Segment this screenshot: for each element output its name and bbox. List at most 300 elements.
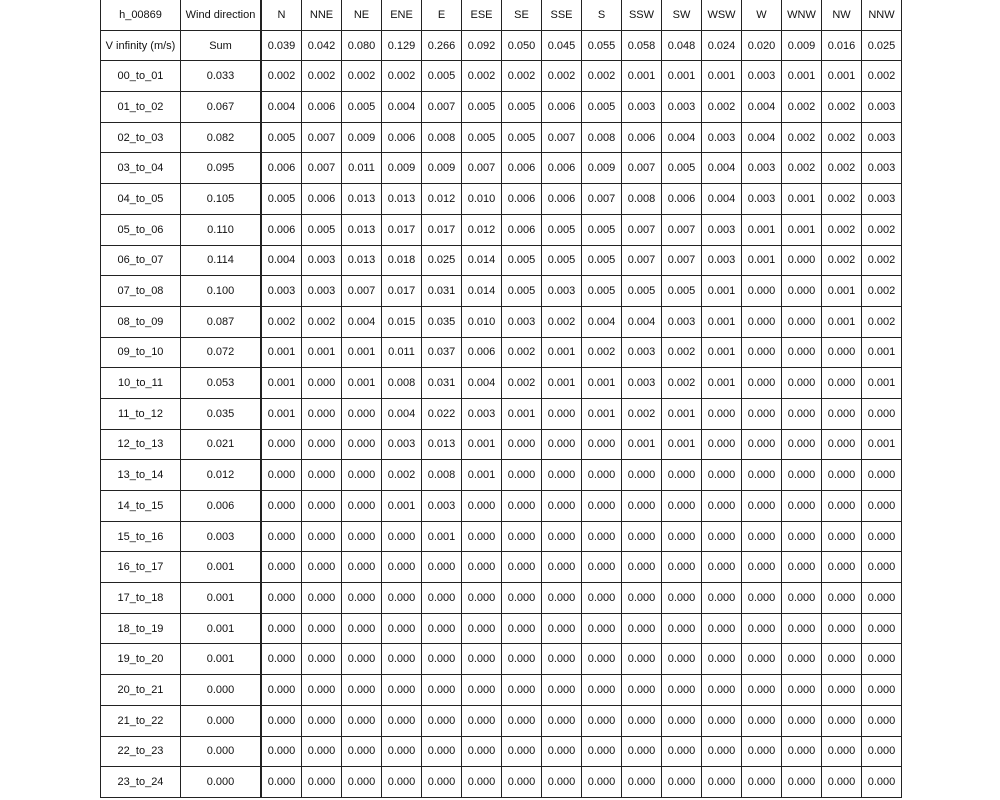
value-cell: 0.000 bbox=[662, 736, 702, 767]
speed-bin-label-cell: 21_to_22 bbox=[101, 705, 181, 736]
value-cell: 0.005 bbox=[622, 276, 662, 307]
value-cell: 0.009 bbox=[342, 122, 382, 153]
value-cell: 0.000 bbox=[261, 675, 302, 706]
direction-header-cell: E bbox=[422, 0, 462, 30]
value-cell: 0.000 bbox=[261, 736, 302, 767]
value-cell: 0.000 bbox=[582, 736, 622, 767]
value-cell: 0.007 bbox=[582, 184, 622, 215]
value-cell: 0.039 bbox=[261, 30, 302, 61]
table-row bbox=[101, 521, 902, 552]
value-cell: 0.000 bbox=[822, 613, 862, 644]
value-cell: 0.055 bbox=[582, 30, 622, 61]
value-cell: 0.000 bbox=[542, 398, 582, 429]
direction-header-cell: W bbox=[742, 0, 782, 30]
value-cell: 0.000 bbox=[862, 675, 902, 706]
value-cell: 0.022 bbox=[422, 398, 462, 429]
value-cell: 0.000 bbox=[422, 583, 462, 614]
value-cell: 0.001 bbox=[382, 491, 422, 522]
value-cell: 0.000 bbox=[822, 398, 862, 429]
value-cell: 0.000 bbox=[542, 613, 582, 644]
value-cell: 0.003 bbox=[542, 276, 582, 307]
value-cell: 0.000 bbox=[181, 767, 262, 798]
table-body bbox=[101, 0, 902, 797]
value-cell: 0.003 bbox=[302, 245, 342, 276]
value-cell: 0.266 bbox=[422, 30, 462, 61]
value-cell: 0.006 bbox=[302, 92, 342, 123]
value-cell: 0.072 bbox=[181, 337, 262, 368]
value-cell: 0.003 bbox=[261, 276, 302, 307]
table-row bbox=[101, 460, 902, 491]
value-cell: 0.000 bbox=[782, 276, 822, 307]
value-cell: 0.000 bbox=[662, 644, 702, 675]
value-cell: 0.001 bbox=[342, 337, 382, 368]
value-cell: 0.050 bbox=[502, 30, 542, 61]
table-row bbox=[101, 153, 902, 184]
value-cell: 0.001 bbox=[862, 429, 902, 460]
value-cell: 0.003 bbox=[662, 92, 702, 123]
value-cell: 0.002 bbox=[822, 245, 862, 276]
value-cell: 0.005 bbox=[582, 214, 622, 245]
value-cell: 0.000 bbox=[342, 583, 382, 614]
value-cell: 0.000 bbox=[302, 429, 342, 460]
table-row bbox=[101, 306, 902, 337]
value-cell: 0.000 bbox=[542, 644, 582, 675]
value-cell: 0.008 bbox=[422, 460, 462, 491]
value-cell: 0.002 bbox=[822, 92, 862, 123]
value-cell: 0.000 bbox=[742, 705, 782, 736]
value-cell: 0.000 bbox=[782, 460, 822, 491]
value-cell: 0.000 bbox=[462, 613, 502, 644]
table-row bbox=[101, 644, 902, 675]
value-cell: 0.005 bbox=[502, 92, 542, 123]
value-cell: 0.007 bbox=[542, 122, 582, 153]
value-cell: 0.000 bbox=[582, 644, 622, 675]
wind-direction-header-cell: Wind direction bbox=[181, 0, 262, 30]
speed-bin-label-cell: 20_to_21 bbox=[101, 675, 181, 706]
value-cell: 0.006 bbox=[542, 92, 582, 123]
table-row bbox=[101, 675, 902, 706]
speed-bin-label-cell: 17_to_18 bbox=[101, 583, 181, 614]
value-cell: 0.007 bbox=[462, 153, 502, 184]
direction-header-cell: SSE bbox=[542, 0, 582, 30]
value-cell: 0.000 bbox=[422, 644, 462, 675]
value-cell: 0.000 bbox=[702, 429, 742, 460]
value-cell: 0.000 bbox=[302, 583, 342, 614]
value-cell: 0.001 bbox=[261, 337, 302, 368]
value-cell: 0.000 bbox=[582, 521, 622, 552]
value-cell: 0.092 bbox=[462, 30, 502, 61]
value-cell: 0.087 bbox=[181, 306, 262, 337]
direction-header-cell: NNE bbox=[302, 0, 342, 30]
value-cell: 0.025 bbox=[422, 245, 462, 276]
value-cell: 0.003 bbox=[622, 368, 662, 399]
value-cell: 0.000 bbox=[261, 583, 302, 614]
value-cell: 0.000 bbox=[742, 675, 782, 706]
value-cell: 0.000 bbox=[422, 736, 462, 767]
value-cell: 0.000 bbox=[342, 491, 382, 522]
value-cell: 0.012 bbox=[462, 214, 502, 245]
value-cell: 0.001 bbox=[702, 276, 742, 307]
value-cell: 0.002 bbox=[782, 92, 822, 123]
value-cell: 0.000 bbox=[862, 552, 902, 583]
value-cell: 0.002 bbox=[822, 122, 862, 153]
value-cell: 0.000 bbox=[702, 398, 742, 429]
value-cell: 0.000 bbox=[662, 613, 702, 644]
speed-axis-label-cell: V infinity (m/s) bbox=[101, 30, 181, 61]
value-cell: 0.003 bbox=[742, 153, 782, 184]
value-cell: 0.000 bbox=[822, 429, 862, 460]
value-cell: 0.002 bbox=[702, 92, 742, 123]
value-cell: 0.004 bbox=[702, 184, 742, 215]
value-cell: 0.031 bbox=[422, 276, 462, 307]
value-cell: 0.003 bbox=[862, 92, 902, 123]
value-cell: 0.001 bbox=[622, 61, 662, 92]
value-cell: 0.000 bbox=[582, 460, 622, 491]
value-cell: 0.000 bbox=[742, 767, 782, 798]
value-cell: 0.000 bbox=[862, 491, 902, 522]
value-cell: 0.004 bbox=[342, 306, 382, 337]
value-cell: 0.004 bbox=[382, 92, 422, 123]
table-row bbox=[101, 337, 902, 368]
value-cell: 0.000 bbox=[502, 583, 542, 614]
value-cell: 0.007 bbox=[622, 245, 662, 276]
value-cell: 0.000 bbox=[662, 521, 702, 552]
table-row bbox=[101, 736, 902, 767]
value-cell: 0.000 bbox=[622, 460, 662, 491]
value-cell: 0.000 bbox=[342, 521, 382, 552]
value-cell: 0.002 bbox=[382, 460, 422, 491]
value-cell: 0.000 bbox=[862, 398, 902, 429]
value-cell: 0.000 bbox=[782, 644, 822, 675]
table-row bbox=[101, 613, 902, 644]
speed-bin-label-cell: 13_to_14 bbox=[101, 460, 181, 491]
direction-header-cell: NNW bbox=[862, 0, 902, 30]
value-cell: 0.003 bbox=[862, 122, 902, 153]
value-cell: 0.003 bbox=[702, 245, 742, 276]
value-cell: 0.000 bbox=[622, 583, 662, 614]
value-cell: 0.001 bbox=[822, 306, 862, 337]
value-cell: 0.000 bbox=[702, 583, 742, 614]
value-cell: 0.001 bbox=[782, 184, 822, 215]
value-cell: 0.002 bbox=[782, 122, 822, 153]
speed-bin-label-cell: 05_to_06 bbox=[101, 214, 181, 245]
value-cell: 0.002 bbox=[342, 61, 382, 92]
speed-bin-label-cell: 12_to_13 bbox=[101, 429, 181, 460]
value-cell: 0.012 bbox=[422, 184, 462, 215]
value-cell: 0.000 bbox=[862, 705, 902, 736]
value-cell: 0.000 bbox=[462, 705, 502, 736]
value-cell: 0.003 bbox=[702, 214, 742, 245]
value-cell: 0.002 bbox=[502, 337, 542, 368]
value-cell: 0.053 bbox=[181, 368, 262, 399]
value-cell: 0.001 bbox=[662, 61, 702, 92]
value-cell: 0.000 bbox=[181, 675, 262, 706]
value-cell: 0.002 bbox=[662, 337, 702, 368]
value-cell: 0.010 bbox=[462, 184, 502, 215]
value-cell: 0.000 bbox=[302, 767, 342, 798]
table-row bbox=[101, 583, 902, 614]
value-cell: 0.002 bbox=[542, 61, 582, 92]
value-cell: 0.005 bbox=[261, 184, 302, 215]
value-cell: 0.000 bbox=[342, 398, 382, 429]
value-cell: 0.001 bbox=[302, 337, 342, 368]
value-cell: 0.000 bbox=[422, 767, 462, 798]
value-cell: 0.006 bbox=[502, 184, 542, 215]
value-cell: 0.024 bbox=[702, 30, 742, 61]
value-cell: 0.105 bbox=[181, 184, 262, 215]
value-cell: 0.000 bbox=[822, 675, 862, 706]
value-cell: 0.001 bbox=[702, 368, 742, 399]
value-cell: 0.000 bbox=[342, 644, 382, 675]
value-cell: 0.005 bbox=[261, 122, 302, 153]
value-cell: 0.000 bbox=[382, 705, 422, 736]
value-cell: 0.003 bbox=[622, 337, 662, 368]
table-row bbox=[101, 245, 902, 276]
speed-bin-label-cell: 06_to_07 bbox=[101, 245, 181, 276]
value-cell: 0.000 bbox=[662, 460, 702, 491]
value-cell: 0.001 bbox=[702, 337, 742, 368]
value-cell: 0.005 bbox=[582, 245, 622, 276]
value-cell: 0.000 bbox=[302, 368, 342, 399]
value-cell: 0.000 bbox=[662, 705, 702, 736]
value-cell: 0.001 bbox=[181, 613, 262, 644]
value-cell: 0.000 bbox=[422, 613, 462, 644]
value-cell: 0.000 bbox=[302, 644, 342, 675]
direction-header-cell: ENE bbox=[382, 0, 422, 30]
value-cell: 0.002 bbox=[302, 61, 342, 92]
value-cell: 0.004 bbox=[742, 92, 782, 123]
table-row bbox=[101, 368, 902, 399]
value-cell: 0.005 bbox=[582, 276, 622, 307]
value-cell: 0.000 bbox=[662, 583, 702, 614]
value-cell: 0.002 bbox=[862, 214, 902, 245]
value-cell: 0.004 bbox=[702, 153, 742, 184]
value-cell: 0.009 bbox=[782, 30, 822, 61]
value-cell: 0.001 bbox=[782, 61, 822, 92]
value-cell: 0.002 bbox=[462, 61, 502, 92]
value-cell: 0.000 bbox=[782, 583, 822, 614]
value-cell: 0.000 bbox=[542, 767, 582, 798]
value-cell: 0.000 bbox=[502, 675, 542, 706]
value-cell: 0.000 bbox=[622, 705, 662, 736]
value-cell: 0.002 bbox=[822, 184, 862, 215]
value-cell: 0.000 bbox=[822, 583, 862, 614]
value-cell: 0.000 bbox=[382, 767, 422, 798]
value-cell: 0.000 bbox=[622, 521, 662, 552]
value-cell: 0.000 bbox=[782, 306, 822, 337]
value-cell: 0.009 bbox=[422, 153, 462, 184]
value-cell: 0.000 bbox=[582, 705, 622, 736]
value-cell: 0.000 bbox=[261, 429, 302, 460]
value-cell: 0.016 bbox=[822, 30, 862, 61]
value-cell: 0.000 bbox=[582, 613, 622, 644]
value-cell: 0.000 bbox=[502, 491, 542, 522]
direction-header-cell: SW bbox=[662, 0, 702, 30]
table-row bbox=[101, 705, 902, 736]
value-cell: 0.001 bbox=[422, 521, 462, 552]
value-cell: 0.000 bbox=[622, 552, 662, 583]
value-cell: 0.000 bbox=[342, 460, 382, 491]
value-cell: 0.021 bbox=[181, 429, 262, 460]
value-cell: 0.000 bbox=[342, 736, 382, 767]
value-cell: 0.004 bbox=[462, 368, 502, 399]
value-cell: 0.000 bbox=[542, 521, 582, 552]
table-row bbox=[101, 398, 902, 429]
value-cell: 0.000 bbox=[622, 767, 662, 798]
value-cell: 0.007 bbox=[422, 92, 462, 123]
value-cell: 0.025 bbox=[862, 30, 902, 61]
value-cell: 0.000 bbox=[462, 521, 502, 552]
table-row bbox=[101, 184, 902, 215]
value-cell: 0.000 bbox=[622, 736, 662, 767]
value-cell: 0.012 bbox=[181, 460, 262, 491]
value-cell: 0.004 bbox=[582, 306, 622, 337]
value-cell: 0.002 bbox=[822, 153, 862, 184]
value-cell: 0.000 bbox=[742, 491, 782, 522]
value-cell: 0.001 bbox=[181, 583, 262, 614]
value-cell: 0.000 bbox=[782, 767, 822, 798]
value-cell: 0.000 bbox=[702, 613, 742, 644]
speed-bin-label-cell: 16_to_17 bbox=[101, 552, 181, 583]
value-cell: 0.003 bbox=[702, 122, 742, 153]
value-cell: 0.000 bbox=[302, 705, 342, 736]
value-cell: 0.000 bbox=[662, 491, 702, 522]
value-cell: 0.002 bbox=[582, 61, 622, 92]
value-cell: 0.000 bbox=[462, 767, 502, 798]
table-row bbox=[101, 122, 902, 153]
value-cell: 0.000 bbox=[822, 460, 862, 491]
value-cell: 0.005 bbox=[502, 245, 542, 276]
value-cell: 0.004 bbox=[742, 122, 782, 153]
value-cell: 0.005 bbox=[582, 92, 622, 123]
value-cell: 0.004 bbox=[622, 306, 662, 337]
value-cell: 0.031 bbox=[422, 368, 462, 399]
value-cell: 0.000 bbox=[582, 491, 622, 522]
value-cell: 0.000 bbox=[782, 705, 822, 736]
value-cell: 0.095 bbox=[181, 153, 262, 184]
value-cell: 0.000 bbox=[502, 460, 542, 491]
speed-bin-label-cell: 15_to_16 bbox=[101, 521, 181, 552]
value-cell: 0.000 bbox=[382, 552, 422, 583]
value-cell: 0.006 bbox=[502, 153, 542, 184]
value-cell: 0.000 bbox=[822, 644, 862, 675]
value-cell: 0.000 bbox=[302, 613, 342, 644]
value-cell: 0.000 bbox=[382, 583, 422, 614]
value-cell: 0.003 bbox=[742, 184, 782, 215]
value-cell: 0.005 bbox=[542, 214, 582, 245]
value-cell: 0.000 bbox=[302, 398, 342, 429]
value-cell: 0.000 bbox=[582, 429, 622, 460]
speed-bin-label-cell: 04_to_05 bbox=[101, 184, 181, 215]
value-cell: 0.114 bbox=[181, 245, 262, 276]
value-cell: 0.000 bbox=[622, 613, 662, 644]
value-cell: 0.000 bbox=[302, 491, 342, 522]
value-cell: 0.045 bbox=[542, 30, 582, 61]
value-cell: 0.067 bbox=[181, 92, 262, 123]
value-cell: 0.000 bbox=[342, 767, 382, 798]
value-cell: 0.007 bbox=[662, 245, 702, 276]
value-cell: 0.000 bbox=[261, 460, 302, 491]
value-cell: 0.000 bbox=[742, 583, 782, 614]
value-cell: 0.000 bbox=[502, 552, 542, 583]
value-cell: 0.000 bbox=[822, 491, 862, 522]
value-cell: 0.000 bbox=[782, 368, 822, 399]
value-cell: 0.000 bbox=[382, 675, 422, 706]
value-cell: 0.000 bbox=[342, 429, 382, 460]
table-row bbox=[101, 767, 902, 798]
value-cell: 0.000 bbox=[662, 552, 702, 583]
value-cell: 0.002 bbox=[582, 337, 622, 368]
value-cell: 0.000 bbox=[261, 767, 302, 798]
value-cell: 0.000 bbox=[542, 552, 582, 583]
value-cell: 0.013 bbox=[422, 429, 462, 460]
value-cell: 0.000 bbox=[462, 644, 502, 675]
value-cell: 0.000 bbox=[782, 521, 822, 552]
value-cell: 0.000 bbox=[742, 276, 782, 307]
value-cell: 0.001 bbox=[462, 429, 502, 460]
value-cell: 0.004 bbox=[261, 92, 302, 123]
value-cell: 0.001 bbox=[502, 398, 542, 429]
value-cell: 0.008 bbox=[622, 184, 662, 215]
value-cell: 0.006 bbox=[261, 214, 302, 245]
value-cell: 0.002 bbox=[302, 306, 342, 337]
value-cell: 0.001 bbox=[261, 368, 302, 399]
value-cell: 0.000 bbox=[782, 245, 822, 276]
value-cell: 0.001 bbox=[622, 429, 662, 460]
table-row bbox=[101, 92, 902, 123]
direction-header-cell: NE bbox=[342, 0, 382, 30]
value-cell: 0.000 bbox=[542, 675, 582, 706]
value-cell: 0.000 bbox=[181, 705, 262, 736]
value-cell: 0.010 bbox=[462, 306, 502, 337]
value-cell: 0.000 bbox=[302, 460, 342, 491]
value-cell: 0.000 bbox=[622, 675, 662, 706]
value-cell: 0.000 bbox=[462, 552, 502, 583]
value-cell: 0.000 bbox=[782, 429, 822, 460]
value-cell: 0.006 bbox=[382, 122, 422, 153]
value-cell: 0.000 bbox=[702, 521, 742, 552]
value-cell: 0.000 bbox=[502, 613, 542, 644]
value-cell: 0.006 bbox=[502, 214, 542, 245]
value-cell: 0.000 bbox=[462, 736, 502, 767]
value-cell: 0.006 bbox=[261, 153, 302, 184]
value-cell: 0.129 bbox=[382, 30, 422, 61]
value-cell: 0.011 bbox=[382, 337, 422, 368]
value-cell: 0.001 bbox=[822, 276, 862, 307]
value-cell: 0.000 bbox=[502, 705, 542, 736]
table-row bbox=[101, 552, 902, 583]
value-cell: 0.003 bbox=[662, 306, 702, 337]
value-cell: 0.005 bbox=[462, 92, 502, 123]
value-cell: 0.000 bbox=[822, 337, 862, 368]
speed-bin-label-cell: 11_to_12 bbox=[101, 398, 181, 429]
direction-header-cell: WNW bbox=[782, 0, 822, 30]
value-cell: 0.000 bbox=[582, 583, 622, 614]
value-cell: 0.005 bbox=[662, 153, 702, 184]
value-cell: 0.007 bbox=[342, 276, 382, 307]
value-cell: 0.000 bbox=[302, 552, 342, 583]
value-cell: 0.000 bbox=[181, 736, 262, 767]
value-cell: 0.002 bbox=[542, 306, 582, 337]
value-cell: 0.000 bbox=[822, 521, 862, 552]
table-row bbox=[101, 429, 902, 460]
value-cell: 0.035 bbox=[422, 306, 462, 337]
speed-bin-label-cell: 22_to_23 bbox=[101, 736, 181, 767]
table-row bbox=[101, 61, 902, 92]
value-cell: 0.037 bbox=[422, 337, 462, 368]
direction-header-cell: SE bbox=[502, 0, 542, 30]
value-cell: 0.000 bbox=[502, 644, 542, 675]
